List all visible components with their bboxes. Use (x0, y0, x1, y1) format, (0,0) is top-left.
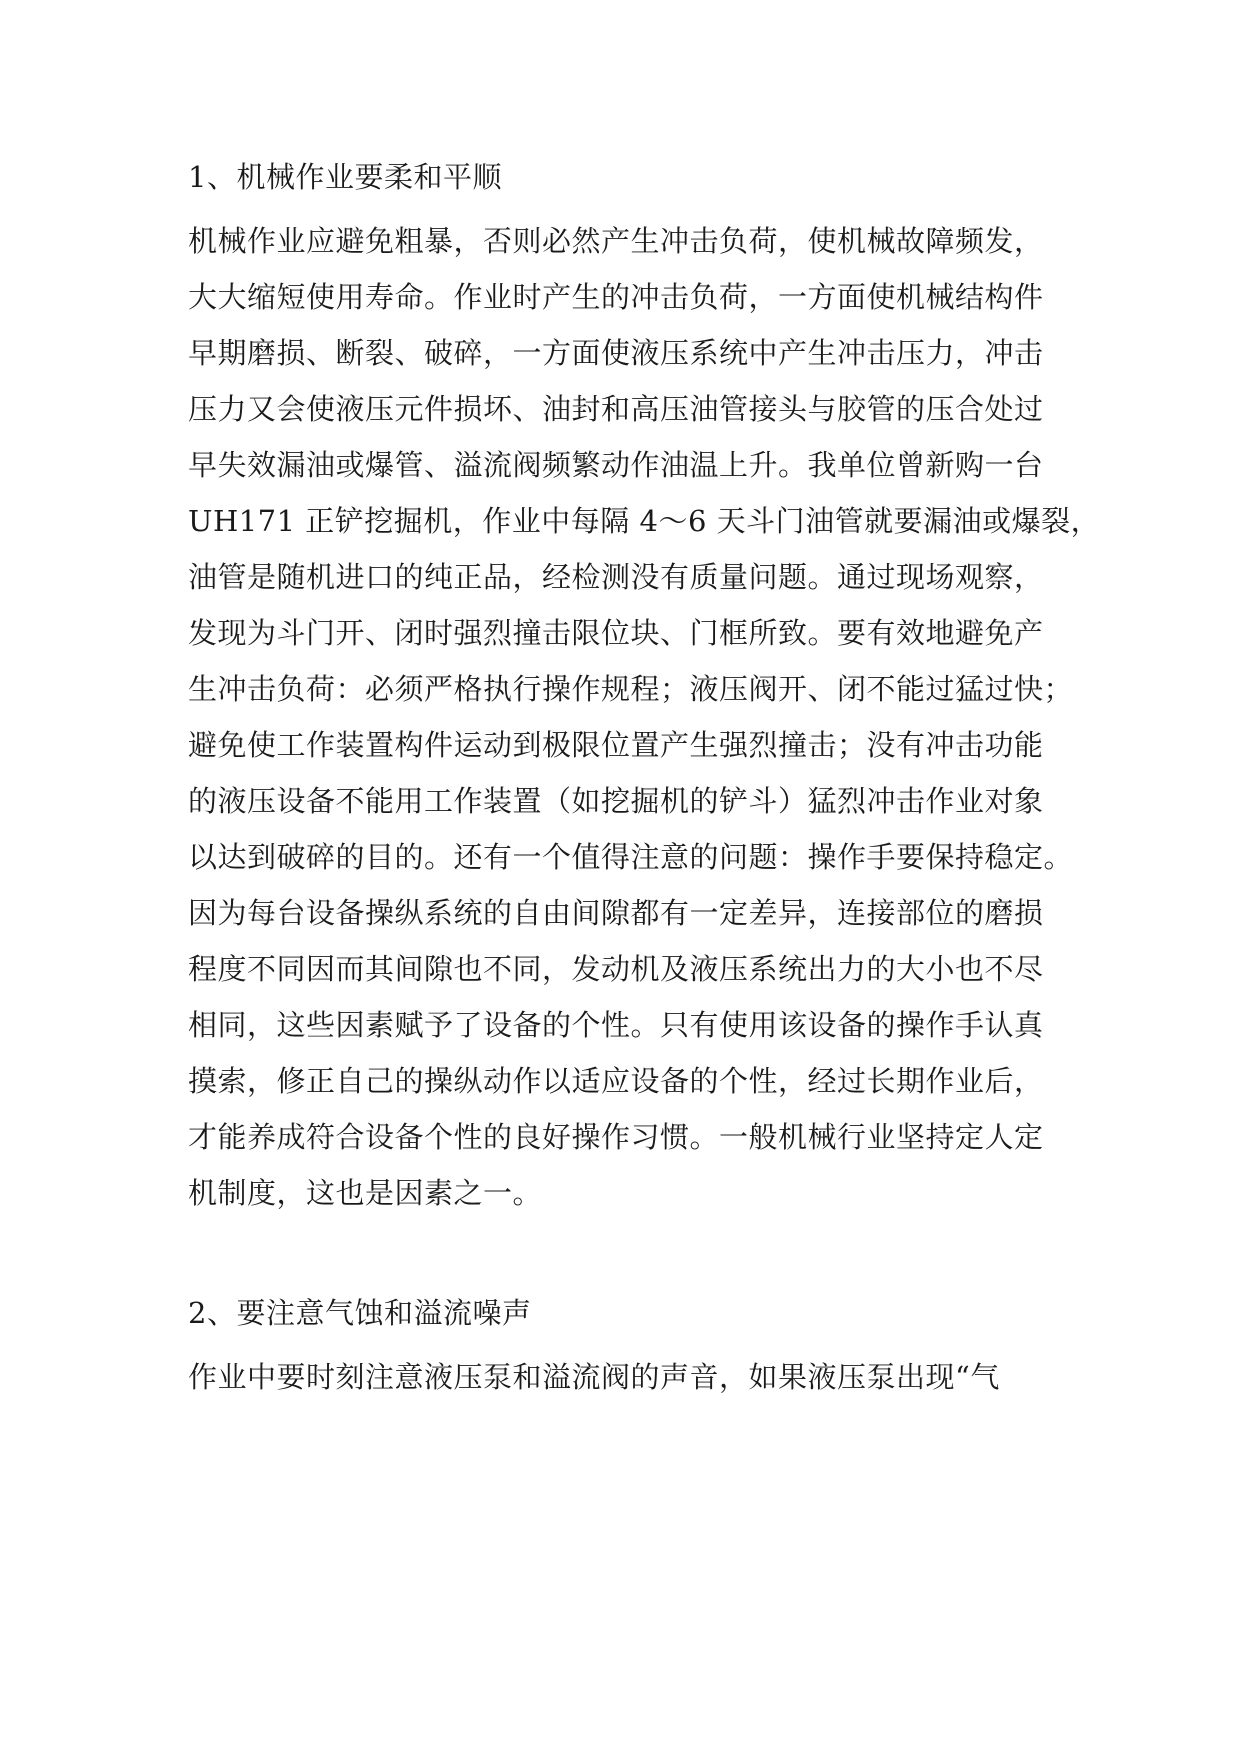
section-1-line-9: 生冲击负荷：必须严格执行操作规程；液压阀开、闭不能过猛过快； (188, 672, 1074, 706)
section-1-line-18: 机制度，这也是因素之一。 (188, 1176, 543, 1210)
section-1-heading: 1、机械作业要柔和平顺 (188, 160, 502, 194)
section-1-line-10: 避免使工作装置构件运动到极限位置产生强烈撞击；没有冲击功能 (188, 728, 1044, 762)
section-1-line-17: 才能养成符合设备个性的良好操作习惯。一般机械行业坚持定人定 (188, 1120, 1044, 1154)
section-1-line-1: 机械作业应避免粗暴，否则必然产生冲击负荷，使机械故障频发， (188, 224, 1044, 258)
section-1-line-13: 因为每台设备操纵系统的自由间隙都有一定差异，连接部位的磨损 (188, 896, 1044, 930)
section-1-line-2: 大大缩短使用寿命。作业时产生的冲击负荷，一方面使机械结构件 (188, 280, 1044, 314)
section-1-line-14: 程度不同因而其间隙也不同，发动机及液压系统出力的大小也不尽 (188, 952, 1044, 986)
section-1-line-3: 早期磨损、断裂、破碎，一方面使液压系统中产生冲击压力，冲击 (188, 336, 1044, 370)
section-1-line-12: 以达到破碎的目的。还有一个值得注意的问题：操作手要保持稳定。 (188, 840, 1074, 874)
section-1-line-8: 发现为斗门开、闭时强烈撞击限位块、门框所致。要有效地避免产 (188, 616, 1044, 650)
section-2-heading: 2、要注意气蚀和溢流噪声 (188, 1296, 532, 1330)
section-2-line-1: 作业中要时刻注意液压泵和溢流阀的声音，如果液压泵出现“气 (188, 1360, 1000, 1394)
section-1-line-6: UH171 正铲挖掘机，作业中每隔 4～6 天斗门油管就要漏油或爆裂， (188, 504, 1101, 538)
section-1-line-15: 相同，这些因素赋予了设备的个性。只有使用该设备的操作手认真 (188, 1008, 1044, 1042)
section-1-line-11: 的液压设备不能用工作装置（如挖掘机的铲斗）猛烈冲击作业对象 (188, 784, 1044, 818)
section-1-line-7: 油管是随机进口的纯正品，经检测没有质量问题。通过现场观察， (188, 560, 1044, 594)
section-1-line-4: 压力又会使液压元件损坏、油封和高压油管接头与胶管的压合处过 (188, 392, 1044, 426)
section-1-line-5: 早失效漏油或爆管、溢流阀频繁动作油温上升。我单位曾新购一台 (188, 448, 1044, 482)
section-1-line-16: 摸索，修正自己的操纵动作以适应设备的个性，经过长期作业后， (188, 1064, 1044, 1098)
